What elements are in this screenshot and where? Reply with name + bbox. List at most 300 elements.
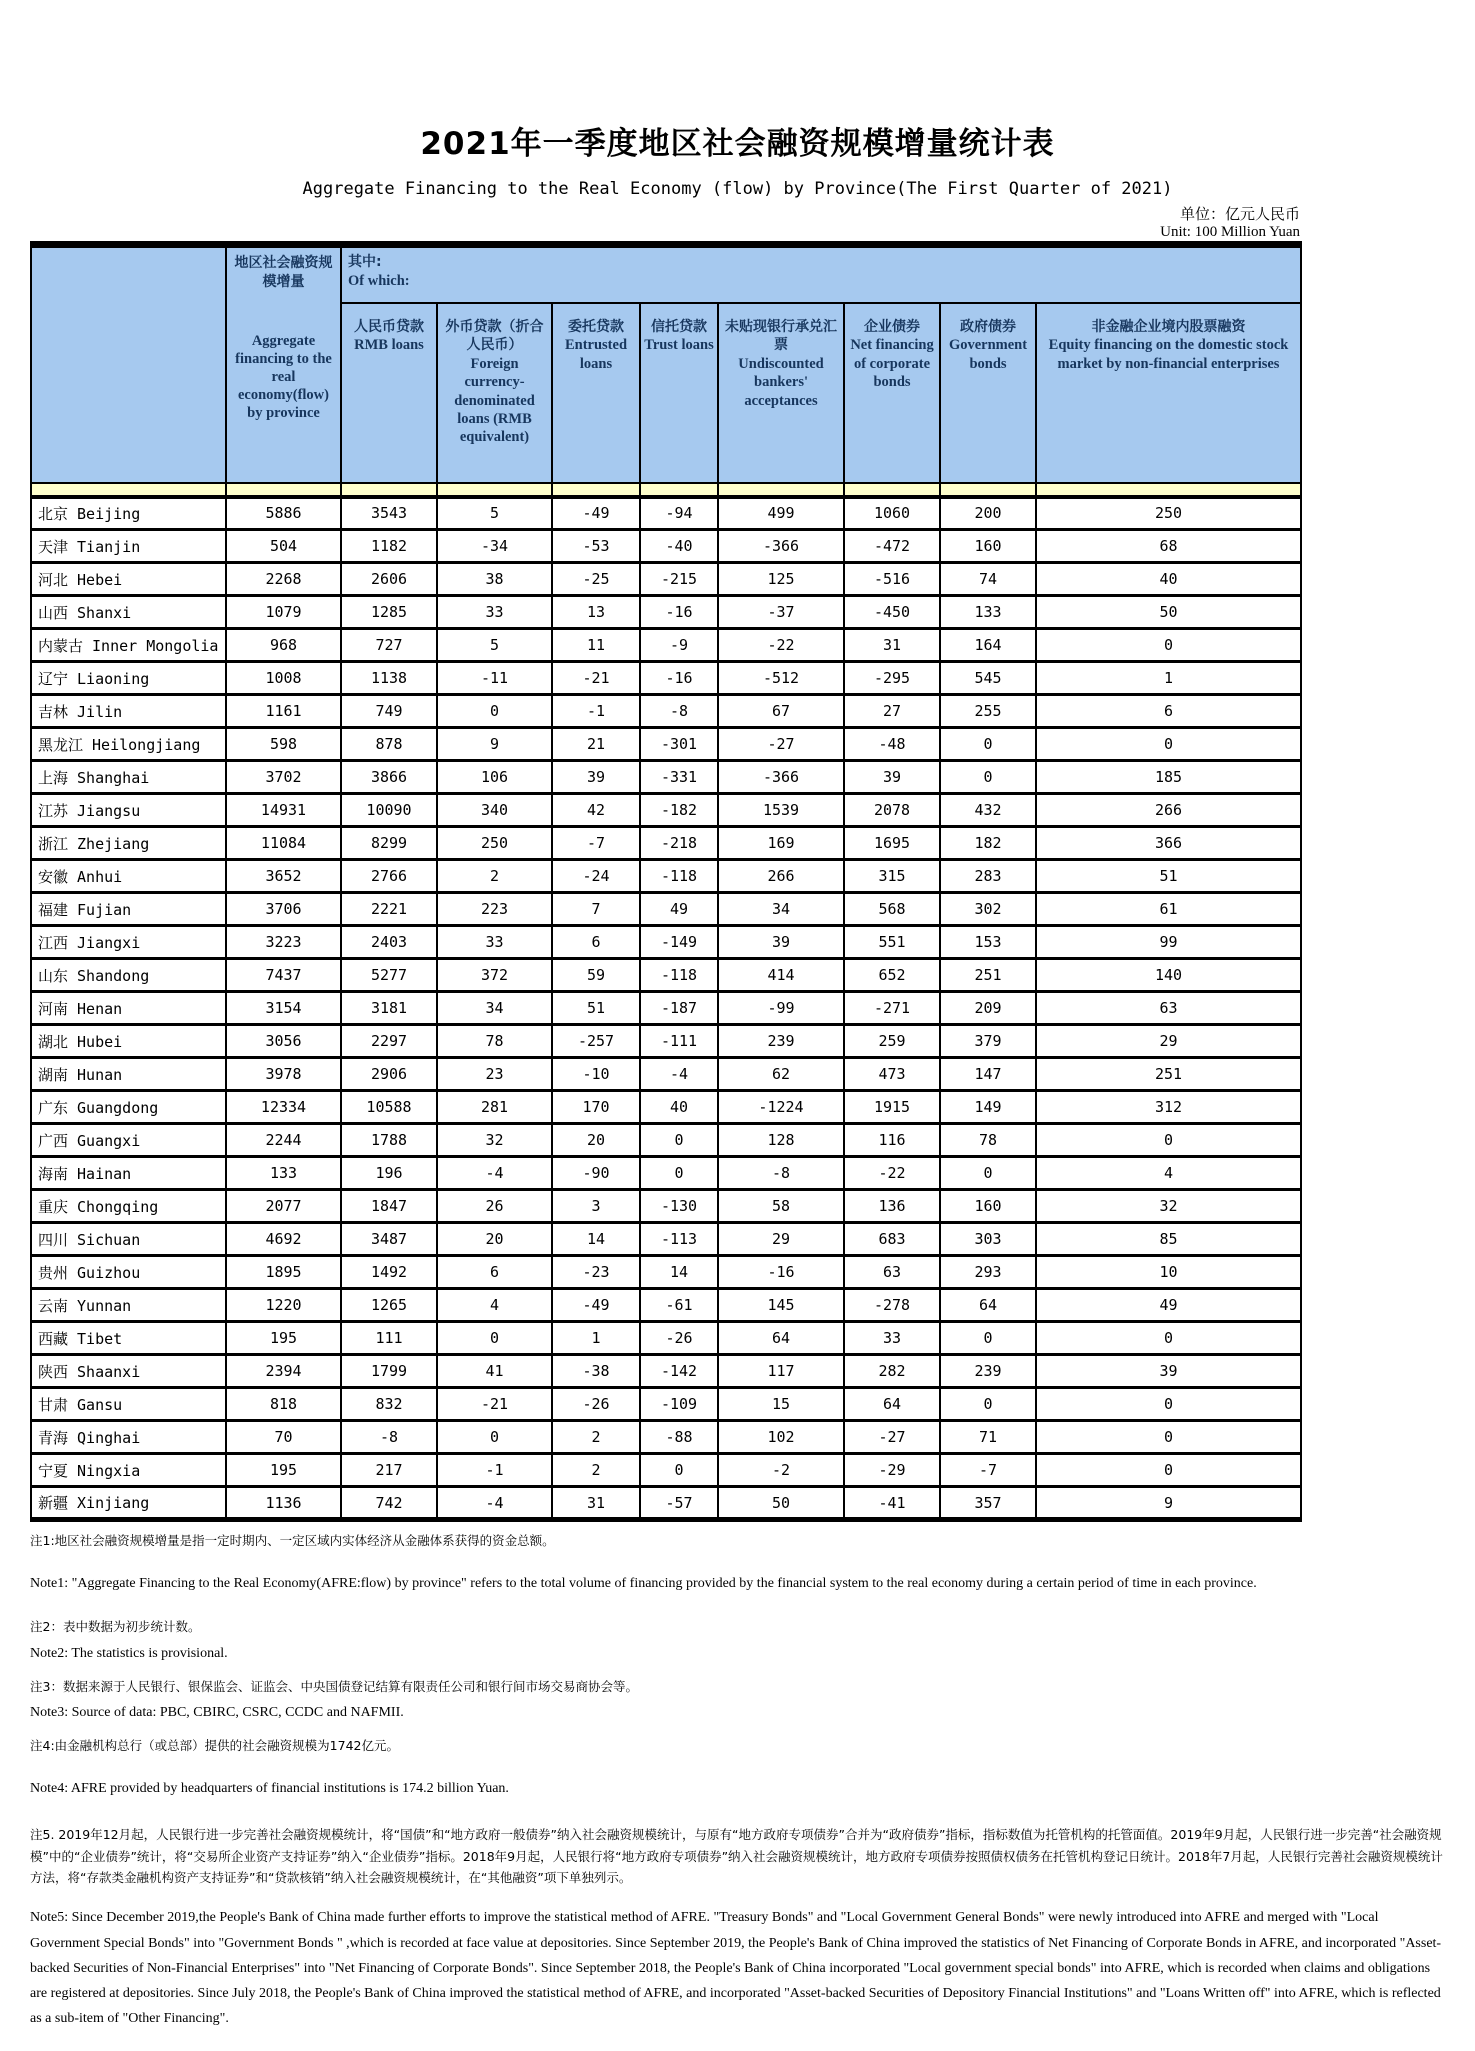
value-cell: 0 [940,761,1036,794]
value-cell: 160 [940,1190,1036,1223]
column-header-cn: 信托贷款 [651,318,707,335]
value-cell: -99 [718,992,844,1025]
table-row [31,893,1301,926]
value-cell: -113 [640,1223,718,1256]
value-cell: 1 [1036,662,1301,695]
value-cell: 1539 [718,794,844,827]
value-cell: 414 [718,959,844,992]
province-label: 北京 Beijing [31,497,226,530]
value-cell: 63 [844,1256,940,1289]
value-cell: -1 [552,695,640,728]
value-cell: 0 [940,1388,1036,1421]
value-cell: -130 [640,1190,718,1223]
value-cell: 2268 [226,563,341,596]
value-cell: 2077 [226,1190,341,1223]
value-cell: 195 [226,1322,341,1355]
divider-strip-cell [640,483,718,497]
column-header-equity-financing [1036,303,1301,483]
value-cell: 1915 [844,1091,940,1124]
value-cell: -450 [844,596,940,629]
divider-strip-cell [437,483,552,497]
column-header-entrusted-loans [552,303,640,483]
province-label: 云南 Yunnan [31,1289,226,1322]
value-cell: 239 [940,1355,1036,1388]
value-cell: 652 [844,959,940,992]
divider-strip-cell [552,483,640,497]
value-cell: 9 [1036,1487,1301,1520]
value-cell: -278 [844,1289,940,1322]
value-cell: -9 [640,629,718,662]
value-cell: 6 [437,1256,552,1289]
value-cell: -23 [552,1256,640,1289]
province-label: 重庆 Chongqing [31,1190,226,1223]
value-cell: -22 [718,629,844,662]
value-cell: 62 [718,1058,844,1091]
province-label: 黑龙江 Heilongjiang [31,728,226,761]
value-cell: 49 [1036,1289,1301,1322]
value-cell: -516 [844,563,940,596]
value-cell: -187 [640,992,718,1025]
value-cell: 1788 [341,1124,437,1157]
value-cell: 551 [844,926,940,959]
aggregate-header-en: Aggregate financing to the real economy(flow) by province [235,332,332,422]
value-cell: 357 [940,1487,1036,1520]
value-cell: 145 [718,1289,844,1322]
value-cell: 27 [844,695,940,728]
divider-strip-cell [844,483,940,497]
note5-en: Note5: Since December 2019,the People's Bank of China made further efforts to improve the statistical method of AFRE. "Treasury Bonds" and "Local Government General Bonds" were newly introduced into AFRE and merged with "Local Government Special Bonds" into "Government Bonds " ,which is recorded at face value at depositories. Since September 2019, the People's Bank of China improved the statistics of Net Financing of Corporate Bonds in AFRE, and incorporated "Asset-backed Securities of Non-Financial Enterprises" into "Net Financing of Corporate Bonds". Since September 2018, the People's Bank of China incorporated "Local government special bonds" into AFRE, which is recorded when claims and obligations are registered at depositories. Since July 2018, the People's Bank of China improved the statistical method of AFRE, and incorporated "Asset-backed Securities of Depository Financial Institutions" and "Loans Written off" into AFRE, which is reflected as a sub-item of "Other Financing". [30,1910,1442,2027]
value-cell: 50 [1036,596,1301,629]
value-cell: 0 [1036,1421,1301,1454]
value-cell: 169 [718,827,844,860]
value-cell: 1138 [341,662,437,695]
value-cell: 1136 [226,1487,341,1520]
note3-cn: 注3：数据来源于人民银行、银保监会、证监会、中央国债登记结算有限责任公司和银行间市场交易商协会等。 [30,1678,638,1694]
value-cell: 2906 [341,1058,437,1091]
divider-strip-cell [341,483,437,497]
value-cell: 3978 [226,1058,341,1091]
value-cell: 1079 [226,596,341,629]
value-cell: 14931 [226,794,341,827]
value-cell: 147 [940,1058,1036,1091]
value-cell: -26 [640,1322,718,1355]
value-cell: 40 [1036,563,1301,596]
value-cell: 0 [1036,1454,1301,1487]
value-cell: 85 [1036,1223,1301,1256]
table-header [31,245,1301,497]
province-label: 江苏 Jiangsu [31,794,226,827]
value-cell: 259 [844,1025,940,1058]
table-row [31,926,1301,959]
divider-strip-cell [1036,483,1301,497]
value-cell: -16 [640,596,718,629]
value-cell: -40 [640,530,718,563]
value-cell: -4 [640,1058,718,1091]
province-label: 吉林 Jilin [31,695,226,728]
column-header-en: Foreign currency-denominated loans (RMB equivalent) [454,356,535,445]
table-row [31,1223,1301,1256]
value-cell: 217 [341,1454,437,1487]
table-row [31,1355,1301,1388]
value-cell: -4 [437,1157,552,1190]
value-cell: 2394 [226,1355,341,1388]
note5-cn: 注5. 2019年12月起，人民银行进一步完善社会融资规模统计，将“国债”和“地方政府一般债券”纳入社会融资规模统计，与原有“地方政府专项债券”合并为“政府债券”指标，指标数值为托管机构的托管面值。2019年9月起，人民银行进一步完善“社会融资规模”中的“企业债券”统计，将“交易所企业资产支持证券”纳入“企业债券”指标。2018年9月起，人民银行将“地方政府专项债券”纳入社会融资规模统计，地方政府专项债券按照债权债务在托管机构登记日统计。2018年7月起，人民银行完善社会融资规模统计方法，将“存款类金融机构资产支持证券”和“贷款核销”纳入社会融资规模统计，在“其他融资”项下单独列示。 [30,1826,1443,1886]
value-cell: -90 [552,1157,640,1190]
value-cell: -16 [718,1256,844,1289]
value-cell: 68 [1036,530,1301,563]
table-row [31,992,1301,1025]
table-row [31,1025,1301,1058]
note2-cn: 注2：表中数据为初步统计数。 [30,1619,201,1635]
of-which-header [341,245,1301,303]
value-cell: 34 [437,992,552,1025]
table-row [31,530,1301,563]
value-cell: 0 [1036,1388,1301,1421]
province-label: 河南 Henan [31,992,226,1025]
value-cell: 1060 [844,497,940,530]
value-cell: -61 [640,1289,718,1322]
value-cell: -94 [640,497,718,530]
value-cell: -53 [552,530,640,563]
value-cell: 160 [940,530,1036,563]
value-cell: 31 [844,629,940,662]
value-cell: 0 [437,1421,552,1454]
value-cell: 0 [940,1157,1036,1190]
value-cell: 1161 [226,695,341,728]
column-header-en: Trust loans [644,337,714,354]
value-cell: 372 [437,959,552,992]
value-cell: 3866 [341,761,437,794]
table-row [31,827,1301,860]
table-row [31,1157,1301,1190]
column-header-en: Equity financing on the domestic stock market by non-financial enterprises [1048,337,1289,372]
value-cell: 223 [437,893,552,926]
value-cell: 281 [437,1091,552,1124]
value-cell: 136 [844,1190,940,1223]
value-cell: 340 [437,794,552,827]
value-cell: 149 [940,1091,1036,1124]
value-cell: 182 [940,827,1036,860]
value-cell: -38 [552,1355,640,1388]
value-cell: 39 [1036,1355,1301,1388]
value-cell: 9 [437,728,552,761]
value-cell: 0 [640,1124,718,1157]
value-cell: 3154 [226,992,341,1025]
value-cell: 34 [718,893,844,926]
province-label: 新疆 Xinjiang [31,1487,226,1520]
province-label: 四川 Sichuan [31,1223,226,1256]
province-label: 甘肃 Gansu [31,1388,226,1421]
value-cell: 2766 [341,860,437,893]
value-cell: -1 [437,1454,552,1487]
value-cell: 1 [552,1322,640,1355]
value-cell: 170 [552,1091,640,1124]
value-cell: 1008 [226,662,341,695]
value-cell: 39 [718,926,844,959]
notes-section [30,1532,1446,2031]
value-cell: -4 [437,1487,552,1520]
table-row [31,695,1301,728]
value-cell: 10 [1036,1256,1301,1289]
unit-label-cn: 单位：亿元人民币 [1179,205,1300,223]
column-header-en: RMB loans [354,337,424,354]
table-row [31,959,1301,992]
value-cell: 1799 [341,1355,437,1388]
value-cell: 29 [1036,1025,1301,1058]
table-row [31,728,1301,761]
value-cell: 3487 [341,1223,437,1256]
value-cell: -118 [640,959,718,992]
column-header-rmb-loans [341,303,437,483]
value-cell: 1895 [226,1256,341,1289]
value-cell: -257 [552,1025,640,1058]
value-cell: 504 [226,530,341,563]
table-row [31,563,1301,596]
value-cell: 13 [552,596,640,629]
table-row [31,1421,1301,1454]
value-cell: 366 [1036,827,1301,860]
value-cell: 1847 [341,1190,437,1223]
value-cell: 3 [552,1190,640,1223]
value-cell: 0 [1036,728,1301,761]
note4-en: Note4: AFRE provided by headquarters of financial institutions is 174.2 billion Yuan. [30,1781,509,1797]
value-cell: -215 [640,563,718,596]
value-cell: 302 [940,893,1036,926]
value-cell: 545 [940,662,1036,695]
value-cell: 71 [940,1421,1036,1454]
value-cell: 15 [718,1388,844,1421]
province-label: 宁夏 Ningxia [31,1454,226,1487]
divider-strip [31,483,1301,497]
province-label: 山东 Shandong [31,959,226,992]
unit-label-en: Unit: 100 Million Yuan [1160,224,1300,240]
note1-en: Note1: "Aggregate Financing to the Real Economy(AFRE:flow) by province" refers to the total volume of financing provided by the financial system to the real economy during a certain period of time in each province. [30,1576,1257,1592]
value-cell: 59 [552,959,640,992]
value-cell: -49 [552,497,640,530]
value-cell: 1182 [341,530,437,563]
value-cell: 2 [437,860,552,893]
value-cell: -21 [437,1388,552,1421]
value-cell: 67 [718,695,844,728]
column-header-cn: 非金融企业境内股票融资 [1091,318,1246,335]
province-label: 西藏 Tibet [31,1322,226,1355]
value-cell: 5 [437,629,552,662]
value-cell: 133 [226,1157,341,1190]
table-row [31,860,1301,893]
value-cell: 64 [718,1322,844,1355]
value-cell: 125 [718,563,844,596]
value-cell: -37 [718,596,844,629]
table-row [31,596,1301,629]
province-label: 江西 Jiangxi [31,926,226,959]
value-cell: -22 [844,1157,940,1190]
value-cell: 598 [226,728,341,761]
value-cell: 6 [552,926,640,959]
value-cell: 0 [640,1454,718,1487]
value-cell: 196 [341,1157,437,1190]
value-cell: -8 [718,1157,844,1190]
value-cell: -331 [640,761,718,794]
value-cell: 42 [552,794,640,827]
value-cell: 99 [1036,926,1301,959]
column-header-cn: 委托贷款 [568,318,624,335]
value-cell: 1695 [844,827,940,860]
value-cell: 250 [1036,497,1301,530]
value-cell: 315 [844,860,940,893]
value-cell: 0 [1036,629,1301,662]
value-cell: 683 [844,1223,940,1256]
value-cell: 40 [640,1091,718,1124]
value-cell: 41 [437,1355,552,1388]
value-cell: 251 [1036,1058,1301,1091]
column-header-foreign-currency-loans [437,303,552,483]
value-cell: 3652 [226,860,341,893]
value-cell: 14 [640,1256,718,1289]
value-cell: 1285 [341,596,437,629]
value-cell: 58 [718,1190,844,1223]
value-cell: 727 [341,629,437,662]
value-cell: 117 [718,1355,844,1388]
value-cell: -111 [640,1025,718,1058]
province-label: 贵州 Guizhou [31,1256,226,1289]
table-row [31,497,1301,530]
value-cell: 0 [1036,1124,1301,1157]
value-cell: 6 [1036,695,1301,728]
value-cell: 63 [1036,992,1301,1025]
table-row [31,1124,1301,1157]
value-cell: 33 [844,1322,940,1355]
value-cell: 32 [1036,1190,1301,1223]
value-cell: 51 [1036,860,1301,893]
page-subtitle: Aggregate Financing to the Real Economy (flow) by Province(The First Quarter of 2021) [302,179,1173,199]
divider-strip-cell [226,483,341,497]
province-label: 安徽 Anhui [31,860,226,893]
province-label: 陕西 Shaanxi [31,1355,226,1388]
value-cell: 303 [940,1223,1036,1256]
value-cell: -8 [640,695,718,728]
table-row [31,794,1301,827]
value-cell: 4692 [226,1223,341,1256]
column-header-government-bonds [940,303,1036,483]
value-cell: 283 [940,860,1036,893]
value-cell: 14 [552,1223,640,1256]
note3-en: Note3: Source of data: PBC, CBIRC, CSRC, CCDC and NAFMII. [30,1704,404,1720]
value-cell: 250 [437,827,552,860]
value-cell: 32 [437,1124,552,1157]
value-cell: -27 [844,1421,940,1454]
province-label: 福建 Fujian [31,893,226,926]
value-cell: -41 [844,1487,940,1520]
note2-en: Note2: The statistics is provisional. [30,1645,228,1661]
value-cell: 116 [844,1124,940,1157]
value-cell: 2297 [341,1025,437,1058]
table-row [31,1454,1301,1487]
value-cell: 5 [437,497,552,530]
value-cell: -24 [552,860,640,893]
value-cell: 7 [552,893,640,926]
province-column-header [31,245,226,483]
province-label: 浙江 Zhejiang [31,827,226,860]
value-cell: -301 [640,728,718,761]
value-cell: 7437 [226,959,341,992]
value-cell: -57 [640,1487,718,1520]
note1-cn: 注1:地区社会融资规模增量是指一定时期内、一定区域内实体经济从金融体系获得的资金总额。 [30,1533,555,1548]
aggregate-header-cn: 地区社会融资规模增量 [234,255,333,290]
value-cell: -472 [844,530,940,563]
value-cell: 33 [437,926,552,959]
value-cell: 74 [940,563,1036,596]
value-cell: 818 [226,1388,341,1421]
value-cell: 1220 [226,1289,341,1322]
table-row [31,629,1301,662]
value-cell: 0 [940,728,1036,761]
value-cell: -271 [844,992,940,1025]
note4-cn: 注4:由金融机构总行（或总部）提供的社会融资规模为1742亿元。 [30,1738,399,1754]
value-cell: -49 [552,1289,640,1322]
value-cell: 878 [341,728,437,761]
value-cell: 50 [718,1487,844,1520]
value-cell: 832 [341,1388,437,1421]
value-cell: -26 [552,1388,640,1421]
value-cell: 2 [552,1421,640,1454]
value-cell: 209 [940,992,1036,1025]
value-cell: 266 [1036,794,1301,827]
value-cell: -7 [552,827,640,860]
value-cell: -149 [640,926,718,959]
column-header-undiscounted-acceptances [718,303,844,483]
value-cell: 8299 [341,827,437,860]
province-label: 青海 Qinghai [31,1421,226,1454]
value-cell: -21 [552,662,640,695]
value-cell: -34 [437,530,552,563]
value-cell: 312 [1036,1091,1301,1124]
table-row [31,1058,1301,1091]
divider-strip-cell [31,483,226,497]
table-row [31,1322,1301,1355]
table-row [31,662,1301,695]
value-cell: 2078 [844,794,940,827]
province-label: 山西 Shanxi [31,596,226,629]
value-cell: 0 [640,1157,718,1190]
value-cell: 31 [552,1487,640,1520]
column-header-cn: 企业债券 [864,318,920,335]
province-label: 内蒙古 Inner Mongolia [31,629,226,662]
page-title: 2021年一季度地区社会融资规模增量统计表 [420,126,1055,162]
table-body [31,497,1301,1520]
value-cell: 3706 [226,893,341,926]
value-cell: 255 [940,695,1036,728]
value-cell: 49 [640,893,718,926]
value-cell: -1224 [718,1091,844,1124]
column-header-en: Net financing of corporate bonds [850,337,934,390]
value-cell: 568 [844,893,940,926]
value-cell: -295 [844,662,940,695]
value-cell: 70 [226,1421,341,1454]
value-cell: 39 [552,761,640,794]
value-cell: -29 [844,1454,940,1487]
value-cell: 39 [844,761,940,794]
value-cell: -8 [341,1421,437,1454]
value-cell: 2221 [341,893,437,926]
province-label: 湖南 Hunan [31,1058,226,1091]
province-label: 上海 Shanghai [31,761,226,794]
column-header-cn: 政府债券 [960,318,1016,335]
value-cell: 3543 [341,497,437,530]
value-cell: 0 [437,1322,552,1355]
value-cell: 106 [437,761,552,794]
province-label: 天津 Tianjin [31,530,226,563]
value-cell: 2244 [226,1124,341,1157]
